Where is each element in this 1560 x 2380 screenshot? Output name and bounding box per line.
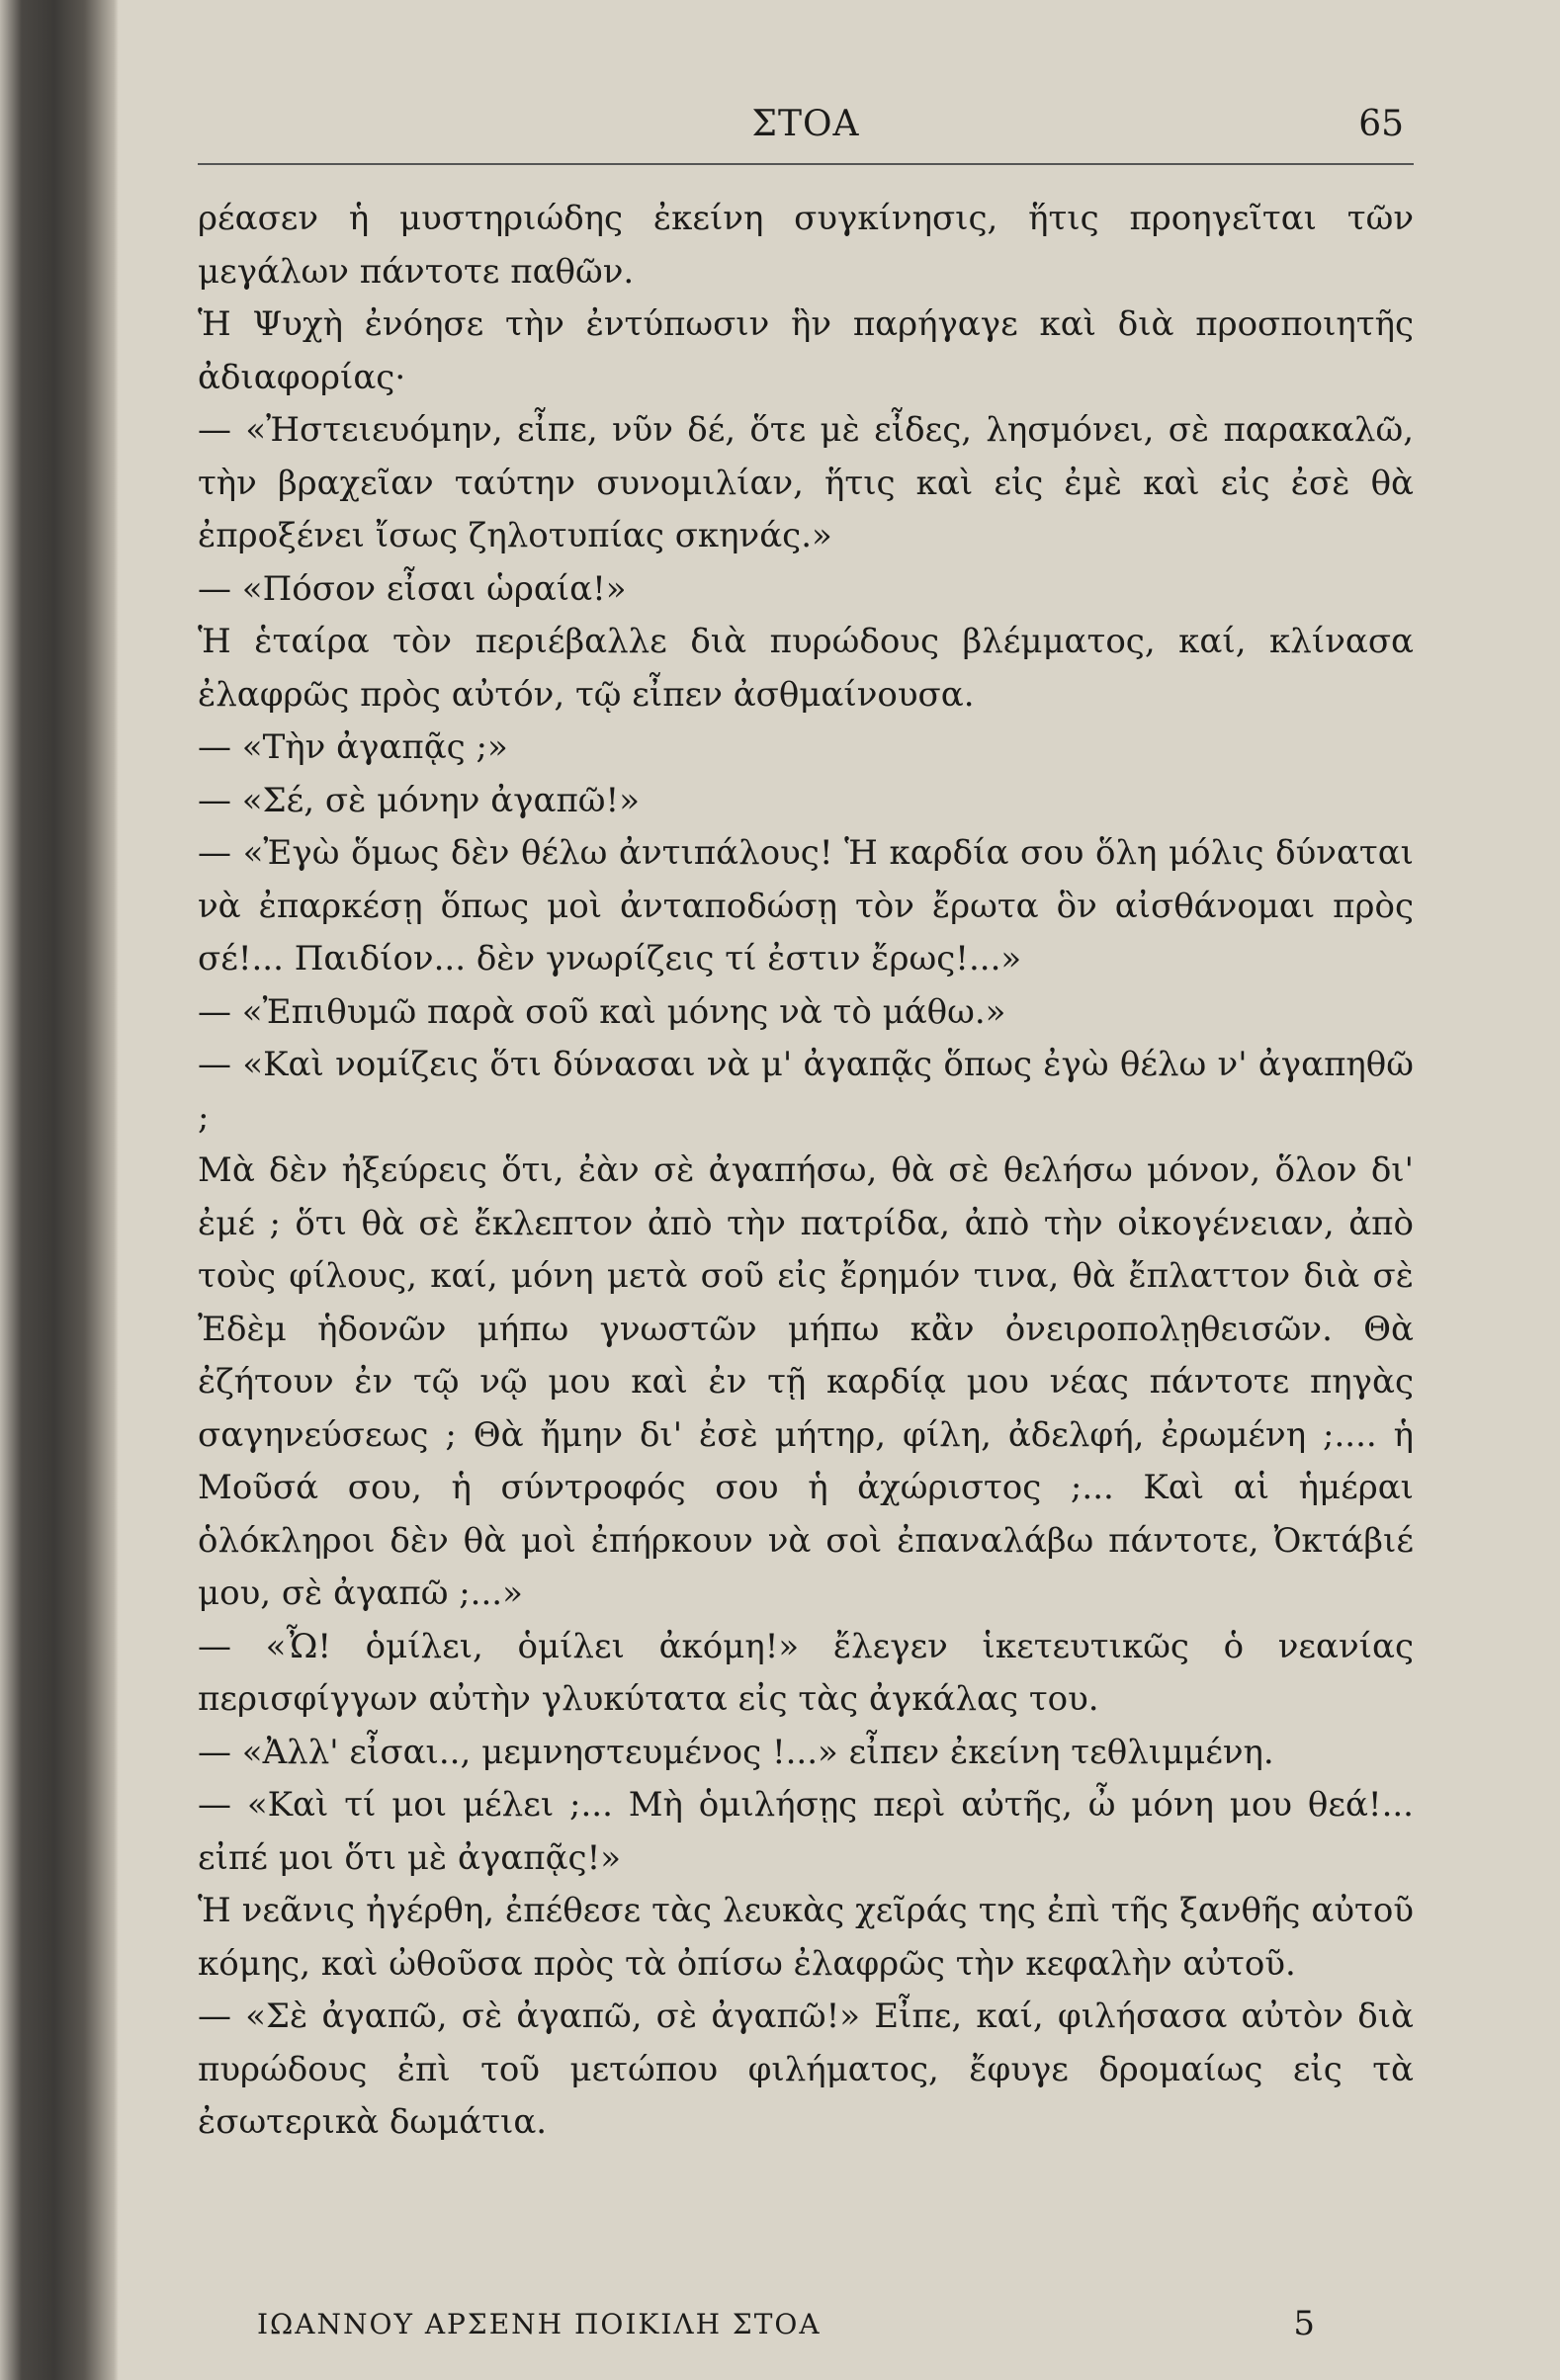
- paragraph: Μὰ δὲν ἠξεύρεις ὅτι, ἐὰν σὲ ἀγαπήσω, θὰ σὲ θελήσω μόνον, ὅλον δι' ἐμέ ; ὅτι θὰ σὲ ἔκλεπτον ἀπὸ τὴν πατρίδα, ἀπὸ τὴν οἰκογένειαν, ἀπὸ τοὺς φίλους, καί, μόνη μετὰ σοῦ εἰς ἔρημόν τινα, θὰ ἔπλαττον διὰ σὲ Ἐδὲμ ἡδονῶν μήπω γνωστῶν μήπω κἂν ὀνειροπολῃθεισῶν. Θὰ ἐζήτουν ἐν τῷ νῷ μου καὶ ἐν τῇ καρδίᾳ μου νέας πάντοτε πηγὰς σαγηνεύσεως ; Θὰ ἤμην δι' ἐσὲ μήτηρ, φίλη, ἀδελφή, ἐρωμένη ;.... ἡ Μοῦσά σου, ἡ σύντροφός σου ἡ ἀχώριστος ;... Καὶ αἱ ἡμέραι ὁλόκληροι δὲν θὰ μοὶ ἐπήρκουν νὰ σοὶ ἐπαναλάβω πάντοτε, Ὀκτάβιέ μου, σὲ ἀγαπῶ ;...»: [198, 1150, 1414, 1613]
- book-page: [198, 94, 1414, 2357]
- paragraph: — «Καὶ νομίζεις ὅτι δύνασαι νὰ μ' ἀγαπᾷς ὅπως ἐγὼ θέλω ν' ἀγαπηθῶ ;: [198, 1045, 1414, 1138]
- paragraph: — «Ἠστειευόμην, εἶπε, νῦν δέ, ὅτε μὲ εἶδες, λησμόνει, σὲ παρακαλῶ, τὴν βραχεῖαν ταύτην συνομιλίαν, ἥτις καὶ εἰς ἐμὲ καὶ εἰς ἐσὲ θὰ ἐπροξένει ἴσως ζηλοτυπίας σκηνάς.»: [198, 410, 1414, 555]
- book-spine-shadow: [0, 0, 119, 2380]
- paragraph: — «Πόσον εἶσαι ὡραία!»: [198, 568, 627, 609]
- paragraph: — «Ἀλλ' εἶσαι.., μεμνηστευμένος !...» εἶπεν ἐκείνη τεθλιμμένη.: [198, 1732, 1274, 1772]
- printer-signature: ΙΩΑΝΝΟΥ ΑΡΣΕΝΗ ΠΟΙΚΙΛΗ ΣΤΟΑ: [257, 2308, 822, 2340]
- paragraph: Ἡ ἑταίρα τὸν περιέβαλλε διὰ πυρώδους βλέμματος, καί, κλίνασα ἐλαφρῶς πρὸς αὐτόν, τῷ εἶπεν ἀσθμαίνουσα.: [198, 622, 1414, 715]
- page-body: [198, 193, 1414, 2150]
- running-header: [198, 94, 1414, 165]
- paragraph: ρέασεν ἡ μυστηριώδης ἐκείνη συγκίνησις, ἥτις προηγεῖται τῶν μεγάλων πάντοτε παθῶν.: [198, 199, 1414, 292]
- page-number: 65: [1358, 104, 1404, 144]
- sheet-number: 5: [1293, 2304, 1315, 2343]
- paragraph: Ἡ νεᾶνις ἠγέρθη, ἐπέθεσε τὰς λευκὰς χεῖράς της ἐπὶ τῆς ξανθῆς αὐτοῦ κόμης, καὶ ὠθοῦσα πρὸς τὰ ὀπίσω ἐλαφρῶς τὴν κεφαλὴν αὐτοῦ.: [198, 1891, 1414, 1984]
- paragraph: — «Σέ, σὲ μόνην ἀγαπῶ!»: [198, 780, 640, 820]
- paragraph: Ἡ Ψυχὴ ἐνόησε τὴν ἐντύπωσιν ἣν παρήγαγε καὶ διὰ προσποιητῆς ἀδιαφορίας·: [198, 304, 1414, 397]
- paragraph: — «Ἐπιθυμῶ παρὰ σοῦ καὶ μόνης νὰ τὸ μάθω.»: [198, 991, 1006, 1032]
- paragraph: — «Καὶ τί μοι μέλει ;... Μὴ ὁμιλήσῃς περὶ αὐτῆς, ὦ μόνη μου θεά!... εἰπέ μοι ὅτι μὲ ἀγαπᾷς!»: [198, 1785, 1414, 1878]
- printer-signature-line: [257, 2298, 1414, 2357]
- running-title: ΣΤΟΑ: [751, 104, 860, 144]
- paragraph: — «Τὴν ἀγαπᾷς ;»: [198, 727, 508, 767]
- paragraph: — «Σὲ ἀγαπῶ, σὲ ἀγαπῶ, σὲ ἀγαπῶ!» Εἶπε, καί, φιλήσασα αὐτὸν διὰ πυρώδους ἐπὶ τοῦ μετώπου φιλήματος, ἔφυγε δρομαίως εἰς τὰ ἐσωτερικὰ δωμάτια.: [198, 1997, 1414, 2142]
- paragraph: — «Ἐγὼ ὅμως δὲν θέλω ἀντιπάλους! Ἡ καρδία σου ὅλη μόλις δύναται νὰ ἐπαρκέσῃ ὅπως μοὶ ἀνταποδώσῃ τὸν ἔρωτα ὃν αἰσθάνομαι πρὸς σέ!... Παιδίον... δὲν γνωρίζεις τί ἐστιν ἔρως!...»: [198, 833, 1414, 978]
- paragraph: — «Ὦ! ὁμίλει, ὁμίλει ἀκόμη!» ἔλεγεν ἱκετευτικῶς ὁ νεανίας περισφίγγων αὐτὴν γλυκύτατα εἰς τὰς ἀγκάλας του.: [198, 1626, 1414, 1719]
